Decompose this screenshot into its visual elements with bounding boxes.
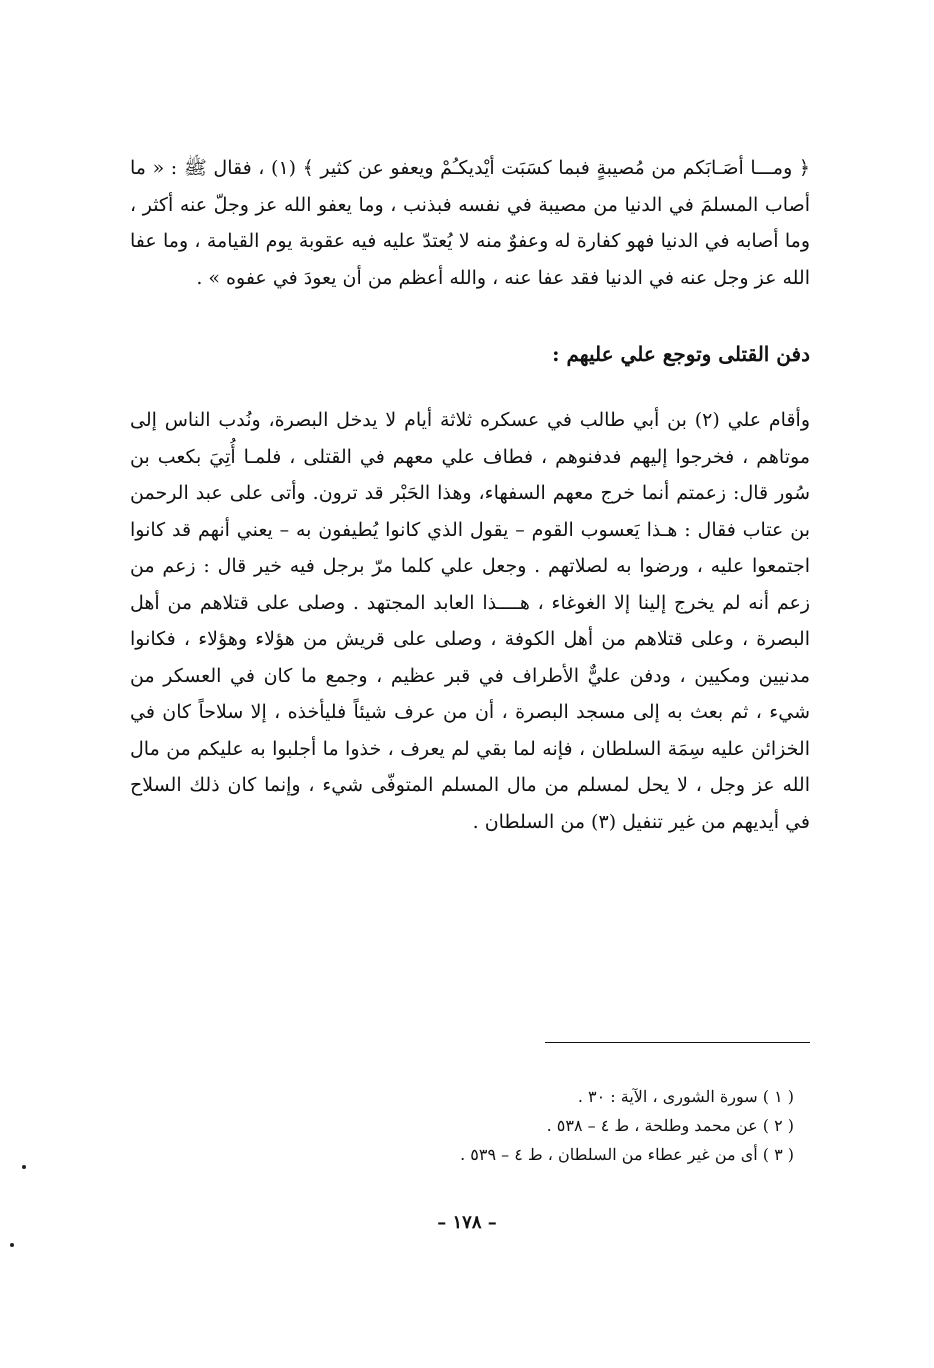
footnote-3: ( ٣ ) أى من غير عطاء من السلطان ، ط ٤ – ٥٣٩ .: [460, 1145, 794, 1164]
page-number: – ١٧٨ –: [437, 1212, 497, 1233]
footnote-separator: [545, 1042, 810, 1043]
scan-speck: [22, 1165, 26, 1169]
footnote-2: ( ٢ ) عن محمد وطلحة ، ط ٤ – ٥٣٨ .: [546, 1116, 794, 1135]
section-heading: دفن القتلى وتوجع علي عليهم :: [552, 342, 810, 366]
scan-speck: [10, 1243, 14, 1247]
footnote-1: ( ١ ) سورة الشورى ، الآية : ٣٠ .: [577, 1087, 794, 1106]
body-paragraph: وأقام علي (٢) بن أبي طالب في عسكره ثلاثة أيام لا يدخل البصرة، ونُدب الناس إلى موتاهم ، فخرجوا إليهم فدفنوهم ، فطاف علي معهم في القتلى ، فلمـا أُتِيَ بكعب بن سُور قال: زعمتم أنما خرج معهم السفهاء، وهذا الحَبْر قد ترون. وأتى على عبد الرحمن بن عتاب فقال : هـذا يَعسوب القوم – يقول الذي كانوا يُطيفون به – يعني أنهم قد كانوا اجتمعوا عليه ، ورضوا به لصلاتهم . وجعل علي كلما مرّ برجل فيه خير قال : زعم من زعم أنه لم يخرج إلينا إلا الغوغاء ، هــــذا العابد المجتهد . وصلى على قتلاهم من أهل البصرة ، وعلى قتلاهم من أهل الكوفة ، وصلى على قريش من هؤلاء وهؤلاء ، فكانوا مدنيين ومكيين ، ودفن عليٌّ الأطراف في قبر عظيم ، وجمع ما كان في العسكر من شيء ، ثم بعث به إلى مسجد البصرة ، أن من عرف شيئاً فليأخذه ، إلا سلاحاً كان في الخزائن عليه سِمَة السلطان ، فإنه لما بقي لم يعرف ، خذوا ما أجلبوا به عليكم من مال الله عز وجل ، لا يحل لمسلم من مال المسلم المتوفّى شيء ، وإنما كان ذلك السلاح في أيديهم من غير تنفيل (٣) من السلطان .: [130, 409, 810, 833]
page-body: [130, 150, 810, 840]
quran-paragraph: ﴿ ومـــا أصَـابَكم من مُصيبةٍ فبما كسَبَت أيْديكـُمْ ويعفو عن كثير ﴾ (١) ، فقال ﷺ : « ما أصاب المسلمَ في الدنيا من مصيبة في نفسه فبذنب ، وما يعفو الله عز وجلّ عنه أكثر ، وما أصابه في الدنيا فهو كفارة له وعفوٌ منه لا يُعتدّ عليه فيه عقوبة يوم القيامة ، وما عفا الله عز وجل عنه في الدنيا فقد عفا عنه ، والله أعظم من أن يعودَ في عفوه » .: [130, 157, 810, 289]
footnotes: [294, 1082, 794, 1169]
